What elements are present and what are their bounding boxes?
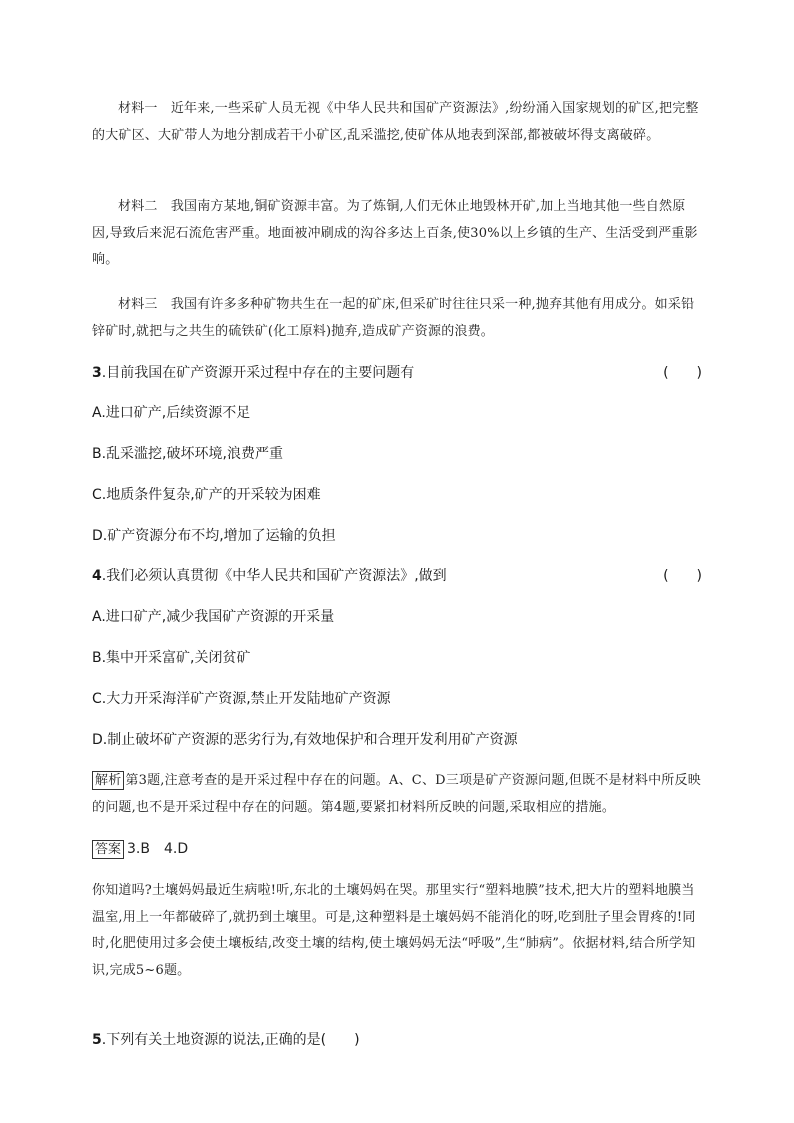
passage: 你知道吗?土壤妈妈最近生病啦!听,东北的土壤妈妈在哭。那里实行“塑料地膜”技术,把大片的塑料地膜当温室,用上一年都破碎了,就扔到土壤里。可是,这种塑料是土壤妈妈不能消化的呀,吃到肚子里会胃疼的!同时,化肥使用过多会使土壤板结,改变土壤的结构,使土壤妈妈无法“呼吸”,生“肺病”。依据材料,结合所学知识,完成5~6题。: [92, 883, 696, 978]
option-c: C.大力开采海洋矿产资源,禁止开发陆地矿产资源: [92, 691, 391, 707]
question-number: 3: [92, 365, 102, 381]
question-stem: 我们必须认真贯彻《中华人民共和国矿产资源法》,做到: [106, 568, 447, 584]
material-label: 材料三: [118, 297, 158, 312]
answer-text: 3.B 4.D: [127, 841, 189, 857]
material-2: [92, 194, 702, 274]
option-c: C.地质条件复杂,矿产的开采较为困难: [92, 487, 321, 503]
option-d: D.制止破坏矿产资源的恶劣行为,有效地保护和合理开发利用矿产资源: [92, 732, 518, 748]
material-label: 材料一: [118, 101, 158, 116]
analysis-tag: 解析: [92, 771, 124, 790]
answer-blank: ( ): [663, 365, 702, 381]
option-d: D.矿产资源分布不均,增加了运输的负担: [92, 528, 336, 544]
option-b: B.乱采滥挖,破坏环境,浪费严重: [92, 446, 283, 462]
question-4: 4.我们必须认真贯彻《中华人民共和国矿产资源法》,做到 ( ): [92, 568, 702, 584]
material-text: 我国南方某地,铜矿资源丰富。为了炼铜,人们无休止地毁林开矿,加上当地其他一些自然原因,导致后来泥石流危害严重。地面被冲刷成的沟谷多达上百条,使30%以上乡镇的生产、生活受到严重影响。: [92, 199, 698, 267]
analysis-text: 第3题,注意考查的是开采过程中存在的问题。A、C、D三项是矿产资源问题,但既不是材料中所反映的问题,也不是开采过程中存在的问题。第4题,要紧扣材料所反映的问题,采取相应的措施。: [92, 773, 701, 815]
option-a: A.进口矿产,后续资源不足: [92, 405, 251, 421]
question-5: 5.下列有关土地资源的说法,正确的是( ): [92, 1032, 360, 1048]
question-stem: 下列有关土地资源的说法,正确的是( ): [106, 1032, 360, 1048]
material-text: 我国有许多多种矿物共生在一起的矿床,但采矿时往往只采一种,抛弃其他有用成分。如采铅锌矿时,就把与之共生的硫铁矿(化工原料)抛弃,造成矿产资源的浪费。: [92, 297, 695, 339]
question-stem: 目前我国在矿产资源开采过程中存在的主要问题有: [106, 365, 415, 381]
answer-blank: ( ): [663, 568, 702, 584]
question-number: 4: [92, 568, 102, 584]
material-1: [92, 96, 702, 149]
question-number: 5: [92, 1032, 102, 1048]
option-b: B.集中开采富矿,关闭贫矿: [92, 650, 251, 666]
material-3: [92, 292, 702, 345]
answer-tag: 答案: [92, 840, 124, 859]
material-label: 材料二: [118, 199, 158, 214]
material-text: 近年来,一些采矿人员无视《中华人民共和国矿产资源法》,纷纷涌入国家规划的矿区,把完整的大矿区、大矿带人为地分割成若干小矿区,乱采滥挖,使矿体从地表到深部,都被破坏得支离破碎。: [92, 101, 699, 143]
analysis: [92, 768, 702, 821]
option-a: A.进口矿产,减少我国矿产资源的开采量: [92, 609, 335, 625]
question-3: 3.目前我国在矿产资源开采过程中存在的主要问题有 ( ): [92, 365, 702, 381]
answer: [92, 839, 188, 859]
